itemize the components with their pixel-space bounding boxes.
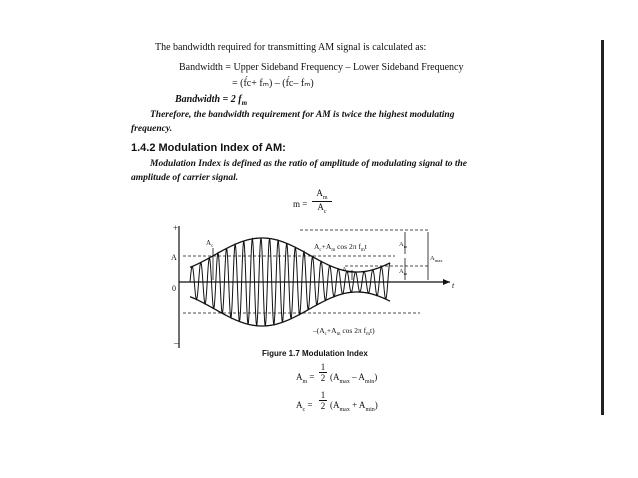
- upper-envelope-label: [314, 242, 368, 253]
- formula-ac-body: [330, 400, 378, 413]
- t-axis-label: t: [452, 281, 455, 290]
- formula-m-num-sub: m: [322, 194, 328, 201]
- ac-label-sub: c: [211, 244, 214, 249]
- ue-rest-sub: m: [331, 248, 336, 253]
- am1-base: A: [399, 241, 404, 248]
- formula-am-t1-sub: max: [339, 378, 350, 385]
- amax-sub: max: [434, 258, 443, 263]
- ac-label: [206, 239, 214, 249]
- formula-am-num: 1: [320, 362, 326, 372]
- bandwidth-result-sub: m: [241, 99, 248, 107]
- am2-sub: m: [403, 271, 408, 276]
- formula-ac-close: ): [374, 400, 378, 410]
- x-axis-arrow: [443, 279, 450, 285]
- amax-base: A: [430, 255, 435, 262]
- formula-am-open: (A: [330, 372, 340, 382]
- am2-base: A: [399, 268, 404, 275]
- formula-am-t2-sub: min: [364, 378, 375, 385]
- formula-am-lhs-base: A: [296, 372, 303, 382]
- le-sub: c: [324, 332, 327, 337]
- le-base: –(A: [313, 326, 325, 335]
- bandwidth-equation: = Upper Sideband Frequency – Lower Sideband Frequency: [225, 62, 464, 73]
- ue-rest: +A: [321, 242, 332, 251]
- le-tail: cos 2π f: [340, 326, 367, 335]
- conclusion-line1: Therefore, the bandwidth requirement for AM is twice the highest modulating: [150, 110, 455, 120]
- bandwidth-result-eq: = 2 f: [222, 94, 242, 105]
- formula-ac-t2-sub: min: [365, 406, 375, 413]
- formula-ac-den: 2: [320, 401, 326, 411]
- le-tail-sub: m: [366, 332, 371, 337]
- formula-am-eq: =: [309, 372, 315, 382]
- formula-m-den-base: A: [317, 201, 324, 212]
- formula-m-den-sub: c: [323, 208, 327, 215]
- definition-line1: Modulation Index is defined as the ratio of amplitude of modulating signal to the: [150, 159, 467, 169]
- formula-am-den: 2: [320, 373, 326, 383]
- amax-label: [430, 255, 443, 263]
- definition-line2: amplitude of carrier signal.: [131, 173, 239, 183]
- conclusion-line2: frequency.: [131, 124, 173, 134]
- ac-label-base: A: [206, 239, 212, 247]
- le-end: t): [370, 326, 375, 335]
- formula-m-lhs: m =: [293, 199, 308, 209]
- formula-am-lhs-sub: m: [302, 378, 308, 385]
- formula-am-close: ): [374, 372, 378, 382]
- ue-tail: cos 2π f: [335, 242, 361, 251]
- formula-am: [296, 372, 315, 385]
- y-minus-label: –: [174, 338, 179, 348]
- formula-am-op: – A: [349, 372, 365, 382]
- formula-ac-fraction: [319, 390, 327, 411]
- le-rest: +A: [326, 326, 337, 335]
- formula-ac-lhs: [296, 400, 306, 413]
- formula-ac-lhs-sub: c: [302, 406, 306, 413]
- intro-text: The bandwidth required for transmitting AM signal is calculated as:: [155, 42, 427, 53]
- formula-ac: [296, 400, 313, 413]
- formula-ac-t1-sub: max: [339, 406, 350, 413]
- ue-base: A: [314, 242, 320, 251]
- bandwidth-result-label: Bandwidth: [175, 94, 221, 105]
- formula-am-lhs: [296, 372, 308, 385]
- formula-ac-lhs-base: A: [296, 400, 303, 410]
- amin-sub: min: [346, 269, 354, 274]
- amin-base: A: [342, 266, 347, 273]
- ue-tail-sub: m: [360, 248, 365, 253]
- formula-ac-num: 1: [320, 390, 326, 400]
- formula-am-body: [330, 372, 377, 385]
- y-zero-label: 0: [172, 284, 176, 293]
- figure-caption: Figure 1.7 Modulation Index: [262, 349, 368, 358]
- formula-m-num-base: A: [316, 188, 323, 198]
- amin-label: [342, 266, 354, 274]
- formula-ac-op: + A: [349, 400, 366, 410]
- formula-am-fraction: [319, 362, 327, 383]
- ue-sub: c: [319, 248, 322, 253]
- bandwidth-expansion: = (f́c+ fₘ) – (f́c– fₘ): [232, 78, 314, 89]
- am1-sub: m: [403, 244, 408, 249]
- section-heading: 1.4.2 Modulation Index of AM:: [131, 142, 286, 154]
- formula-ac-eq: =: [307, 400, 313, 410]
- ue-end: t: [364, 242, 367, 251]
- le-rest-sub: m: [336, 332, 341, 337]
- bandwidth-label: Bandwidth: [179, 62, 223, 73]
- am-label-lower: [399, 268, 408, 276]
- y-a-label: A: [171, 253, 177, 262]
- am-label-upper: [399, 241, 408, 249]
- lower-envelope-label: [312, 326, 375, 337]
- y-plus-label: +: [173, 223, 179, 233]
- formula-ac-open: (A: [330, 400, 340, 410]
